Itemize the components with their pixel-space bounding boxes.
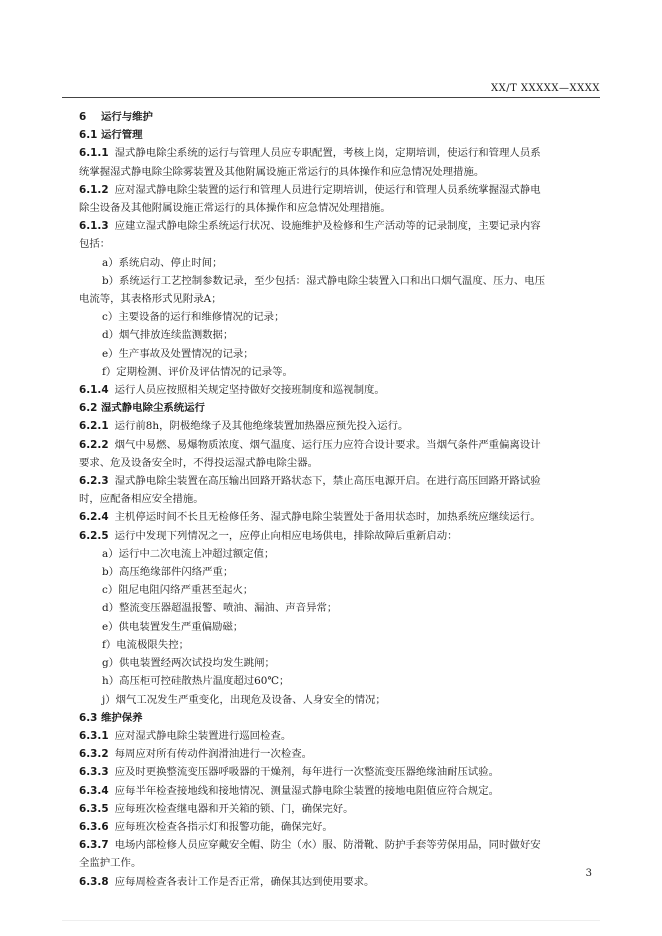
- clause-6-3-7: 6.3.7 电场内部检修人员应穿戴安全帽、防尘（水）服、防滑靴、防护手套等劳保用品，同时做好安: [79, 839, 541, 852]
- footer-divider: [62, 920, 600, 921]
- clause-6-1-1: 6.1.1 湿式静电除尘系统的运行与管理人员应专职配置，考核上岗，定期培训，使运行和管理人员系: [79, 147, 541, 160]
- clause-6-1-2: 6.1.2 应对湿式静电除尘装置的运行和管理人员进行定期培训，使运行和管理人员系统掌握湿式静电: [79, 183, 541, 196]
- clause-6-2-3: 6.2.3 湿式静电除尘装置在高压输出回路开路状态下，禁止高压电源开启。在进行高压回路开路试验: [79, 475, 541, 488]
- section-heading: 6 运行与维护: [79, 111, 153, 123]
- clause-6-3-2: 6.3.2 每周应对所有传动件润滑油进行一次检查。: [79, 748, 313, 761]
- subsection-heading: 6.3 维护保养: [79, 711, 143, 724]
- list-item: j）烟气工况发生严重变化，出现危及设备、人身安全的情况；: [102, 693, 386, 706]
- list-item-continuation: 电流等，其表格形式见附录A；: [79, 293, 222, 306]
- clause-6-1-3: 6.1.3 应建立湿式静电除尘系统运行状况、设施维护及检修和生产活动等的记录制度，主要记录内容: [79, 220, 541, 233]
- subsection-heading: 6.1 运行管理: [79, 129, 143, 142]
- clause-6-3-5: 6.3.5 应每班次检查继电器和开关箱的锁、门，确保完好。: [79, 802, 354, 815]
- clause-6-2-1: 6.2.1 运行前8h，阴极绝缘子及其他绝缘装置加热器应预先投入运行。: [79, 420, 409, 433]
- clause-continuation: 要求、危及设备安全时，不得投运湿式静电除尘器。: [79, 456, 318, 469]
- clause-6-3-6: 6.3.6 应每班次检查各指示灯和报警功能，确保完好。: [79, 820, 333, 833]
- clause-6-1-4: 6.1.4 运行人员应按照相关规定坚持做好交接班制度和巡视制度。: [79, 384, 385, 397]
- clause-6-2-4: 6.2.4 主机停运时间不长且无检修任务、湿式静电除尘装置处于备用状态时，加热系统应继续运行。: [79, 511, 541, 524]
- list-item: b）系统运行工艺控制参数记录，至少包括：湿式静电除尘装置入口和出口烟气温度、压力、电压: [102, 274, 546, 287]
- clause-6-3-8: 6.3.8 应每周检查各表计工作是否正常，确保其达到使用要求。: [79, 875, 375, 888]
- document-body: [79, 108, 604, 891]
- list-item: a）系统启动、停止时间；: [102, 256, 223, 269]
- list-item: f）定期检测、评价及评估情况的记录等。: [102, 365, 293, 378]
- list-item: e）供电装置发生严重偏励磁；: [102, 620, 244, 633]
- clause-continuation: 包括：: [79, 238, 111, 251]
- clause-6-3-3: 6.3.3 应及时更换整流变压器呼吸器的干燥剂，每年进行一次整流变压器绝缘油耐压试验。: [79, 766, 500, 779]
- clause-6-2-2: 6.2.2 烟气中易燃、易爆物质浓度、烟气温度、运行压力应符合设计要求。当烟气条件严重偏离设计: [79, 438, 541, 451]
- clause-continuation: 统掌握湿式静电除尘除雾装置及其他附属设施正常运行的具体操作和应急情况处理措施。: [79, 165, 485, 178]
- list-item: c）阻尼电阻闪络严重甚至起火；: [102, 584, 254, 597]
- list-item: a）运行中二次电流上冲超过额定值；: [102, 547, 275, 560]
- list-item: f）电流极限失控；: [102, 638, 189, 651]
- header-divider: [62, 97, 600, 98]
- list-item: c）主要设备的运行和维修情况的记录；: [102, 311, 285, 324]
- list-item: e）生产事故及处置情况的记录；: [102, 347, 254, 360]
- list-item: h）高压柜可控硅散热片温度超过60℃；: [102, 675, 290, 688]
- list-item: g）供电装置经两次试投均发生跳闸；: [102, 657, 275, 670]
- clause-continuation: 全监护工作。: [79, 857, 142, 870]
- page-number: 3: [585, 868, 592, 879]
- clause-continuation: 时，应配备相应安全措施。: [79, 493, 204, 506]
- subsection-heading: 6.2 湿式静电除尘系统运行: [79, 402, 205, 415]
- clause-6-3-1: 6.3.1 应对湿式静电除尘装置进行巡回检查。: [79, 729, 292, 742]
- list-item: b）高压绝缘部件闪络严重；: [102, 566, 234, 579]
- document-code: XX/T XXXXX—XXXX: [490, 83, 600, 94]
- list-item: d）整流变压器超温报警、喷油、漏油、声音异常；: [102, 602, 338, 615]
- clause-6-3-4: 6.3.4 应每半年检查接地线和接地情况、测量湿式静电除尘装置的接地电阻值应符合规定。: [79, 784, 500, 797]
- list-item: d）烟气排放连续监测数据；: [102, 329, 234, 342]
- clause-continuation: 除尘设备及其他附属设施正常运行的具体操作和应急情况处理措施。: [79, 202, 391, 215]
- clause-6-2-5: 6.2.5 运行中发现下列情况之一，应停止向相应电场供电，排除故障后重新启动：: [79, 529, 458, 542]
